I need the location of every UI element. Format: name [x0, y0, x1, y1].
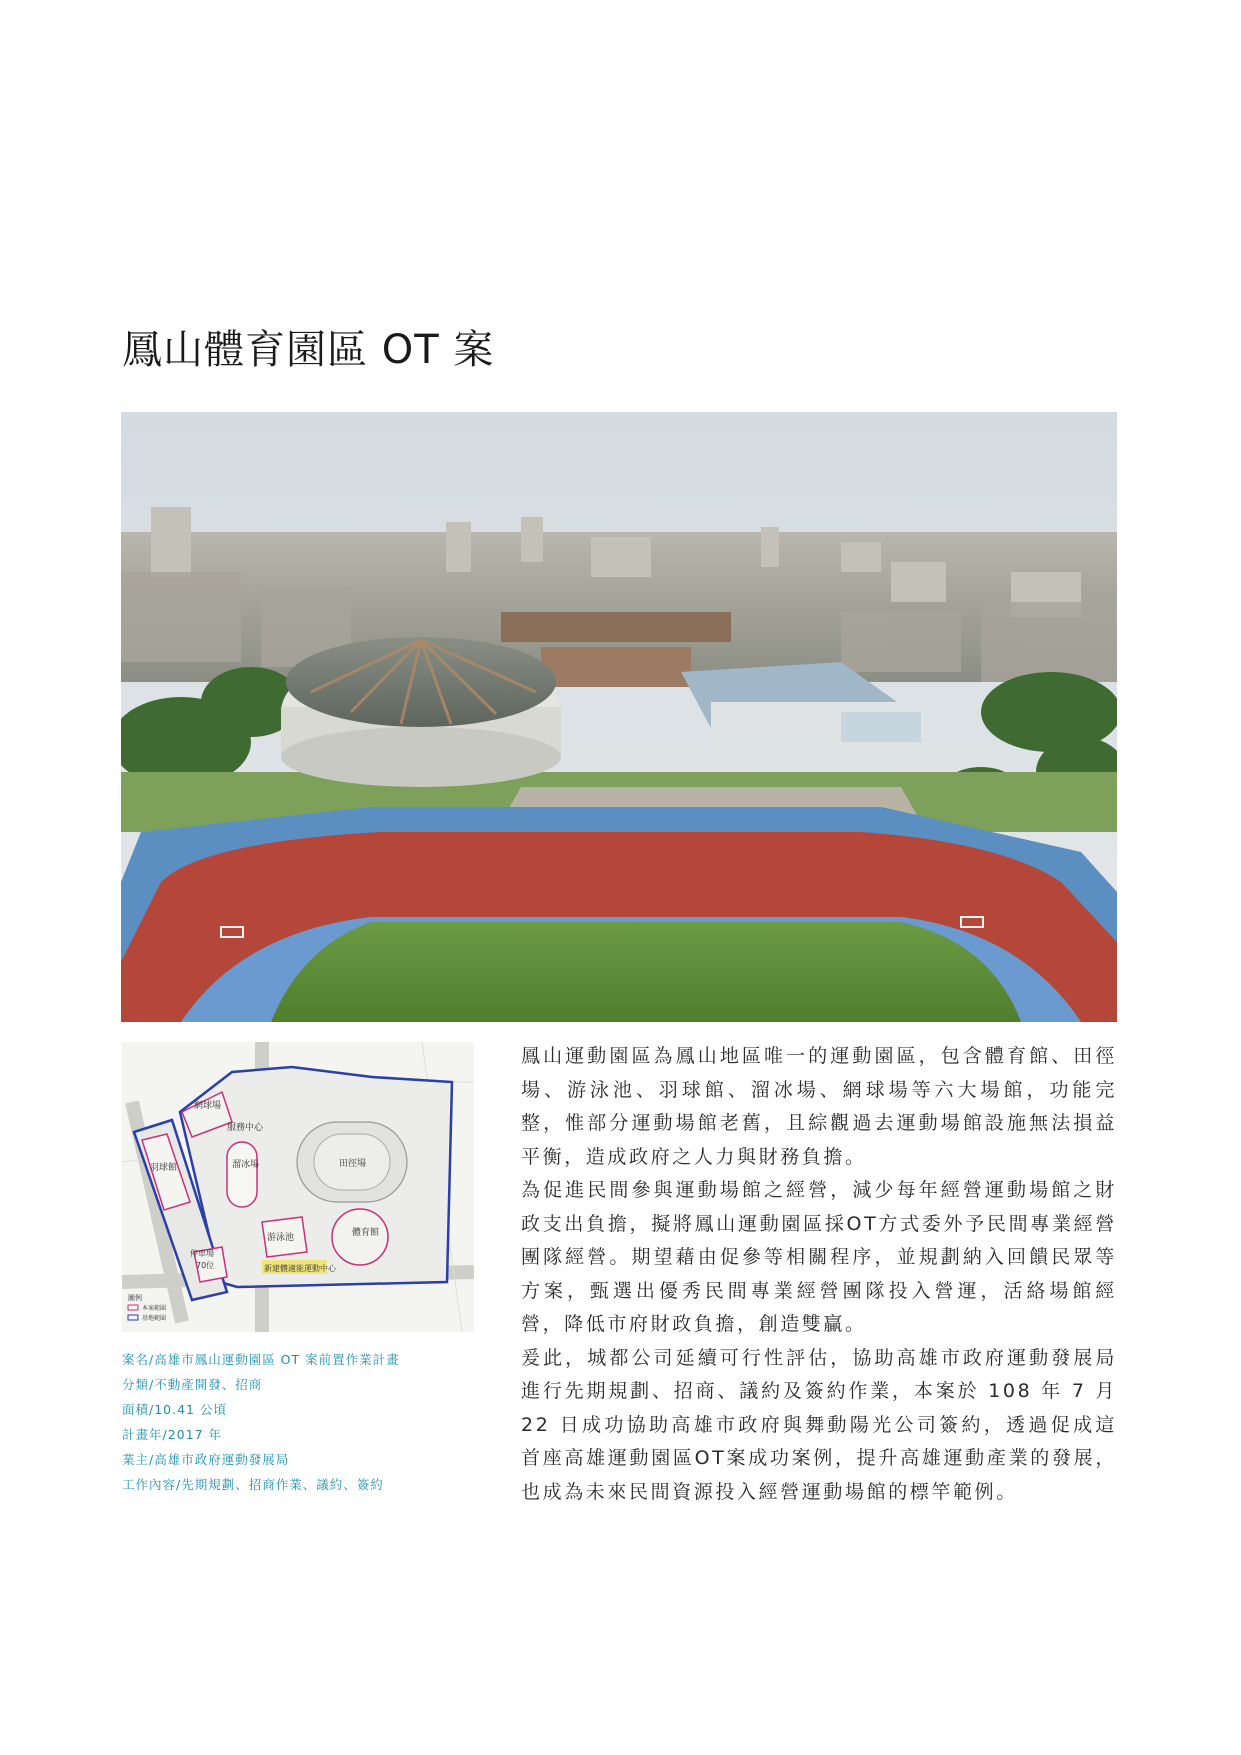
map-label-pool: 游泳池 — [267, 1233, 295, 1243]
map-label-skating: 溜冰場 — [232, 1160, 260, 1170]
map-label-new-center: 新建體適能運動中心 — [264, 1264, 336, 1273]
body-text — [521, 1040, 1117, 1509]
page-title: 鳳山體育園區 OT 案 — [122, 327, 495, 373]
project-info-year: 計畫年/2017 年 — [122, 1427, 222, 1442]
paragraph-1: 鳳山運動園區為鳳山地區唯一的運動園區，包含體育館、田徑場、游泳池、羽球館、溜冰場、網球場等六大場館，功能完整，惟部分運動場館老舊，且綜觀過去運動場館設施無法損益平衡，造成政府之人力與財務負擔。 — [521, 1045, 1117, 1168]
map-legend-item-1: 本案範圍 — [142, 1305, 167, 1312]
aerial-photo — [121, 412, 1117, 1022]
map-label-track: 田徑場 — [339, 1159, 367, 1169]
paragraph-2: 為促進民間參與運動場館之經營，減少每年經營運動場館之財政支出負擔，擬將鳳山運動園區採OT方式委外予民間專業經營團隊經營。期望藉由促參等相關程序，並規劃納入回饋民眾等方案，甄選出優秀民間專業經營團隊投入營運，活絡場館經營，降低市府財政負擔，創造雙贏。 — [521, 1179, 1117, 1335]
map-label-badminton: 羽球館 — [150, 1163, 178, 1173]
map-legend-item-2: 基地範圍 — [142, 1315, 167, 1322]
map-label-parking: 停車場 — [190, 1249, 214, 1258]
project-info-area: 面積/10.41 公頃 — [122, 1402, 227, 1417]
map-legend-title: 圖例 — [128, 1294, 142, 1302]
map-label-gym: 體育館 — [352, 1228, 380, 1238]
project-info-name: 案名/高雄市鳳山運動園區 OT 案前置作業計畫 — [122, 1352, 400, 1367]
site-plan-map — [122, 1042, 474, 1332]
project-info-scope: 工作內容/先期規劃、招商作業、議約、簽約 — [122, 1477, 384, 1492]
project-info-owner: 業主/高雄市政府運動發展局 — [122, 1452, 290, 1467]
map-label-service: 服務中心 — [227, 1123, 264, 1133]
map-label-parking-count: 70位 — [196, 1261, 215, 1270]
paragraph-3: 爰此，城都公司延續可行性評估，協助高雄市政府運動發展局進行先期規劃、招商、議約及簽約作業，本案於 108 年 7 月 22 日成功協助高雄市政府與舞動陽光公司簽約，透過促成這首座高雄運動園區OT案成功案例，提升高雄運動產業的發展，也成為未來民間資源投入經營運動場館的標竿範例。 — [521, 1346, 1117, 1503]
project-info-category: 分類/不動產開發、招商 — [122, 1377, 263, 1392]
project-info — [122, 1347, 462, 1497]
map-label-tennis: 網球場 — [194, 1101, 222, 1111]
